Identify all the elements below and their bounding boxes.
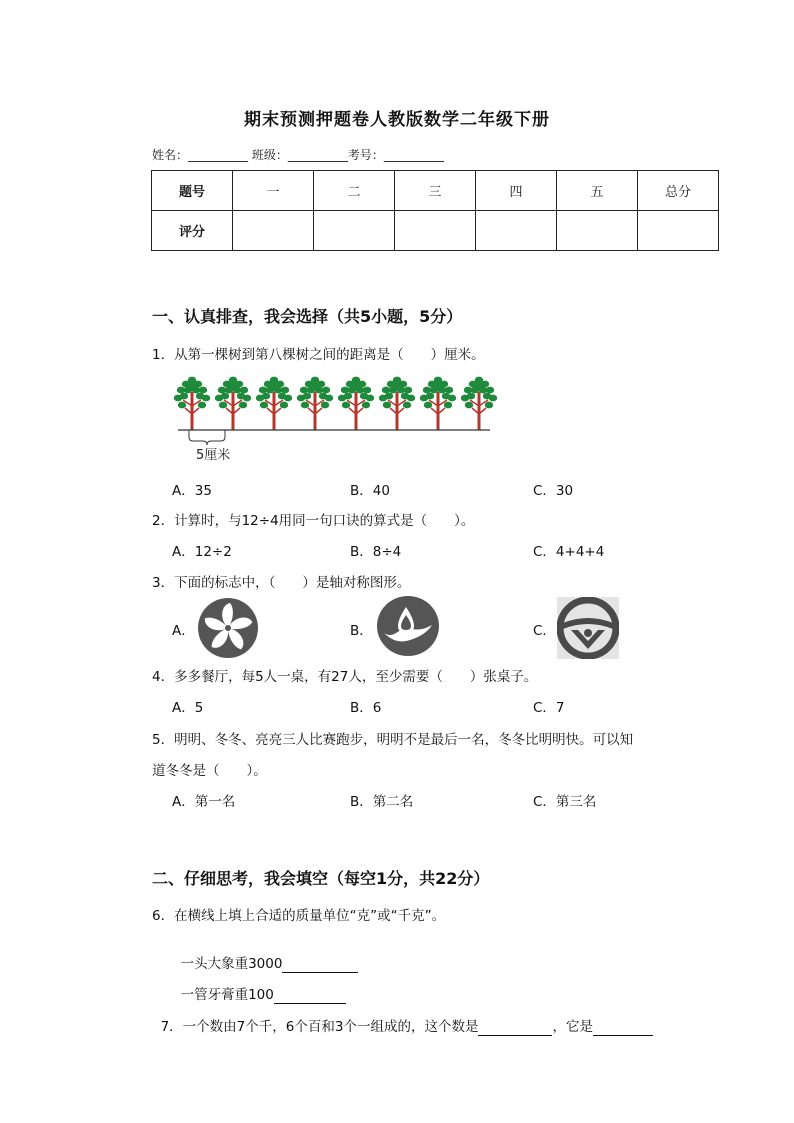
- q6-text: 6．在横线上填上合适的质量单位“克”或“千克”。: [152, 908, 446, 924]
- span-brace: [189, 430, 225, 445]
- q7-blank-1[interactable]: [478, 1019, 552, 1036]
- score-header-cell: 四: [476, 171, 557, 211]
- score-header-cell: 题号: [152, 171, 233, 211]
- score-cell[interactable]: [314, 211, 395, 251]
- tree-icon: [215, 377, 251, 430]
- q6-line2-text: 一管牙膏重100: [180, 987, 274, 1003]
- ring-v-logo-icon: [557, 597, 619, 659]
- q3-option-a[interactable]: A．: [172, 623, 195, 639]
- score-header-cell: 总分: [638, 171, 719, 211]
- tree-icon: [297, 377, 333, 430]
- water-drop-logo-icon: [376, 595, 440, 657]
- q5-text-line1: 5．明明、冬冬、亮亮三人比赛跑步，明明不是最后一名，冬冬比明明快。可以知: [152, 732, 634, 748]
- score-table-row: [152, 211, 719, 251]
- q1-option-a[interactable]: A．35: [172, 483, 212, 499]
- q7-text: [152, 999, 653, 1036]
- q6-line1-text: 一头大象重3000: [180, 956, 283, 972]
- q1-option-c[interactable]: C．30: [533, 483, 574, 499]
- q4-text: 4．多多餐厅，每5人一桌，有27人，至少需要（ ）张桌子。: [152, 669, 538, 685]
- page-title: 期末预测押题卷人教版数学二年级下册: [244, 110, 550, 130]
- score-header-cell: 五: [557, 171, 638, 211]
- student-info-line: 姓名：__________ 班级：__________考号：__________: [152, 148, 444, 162]
- score-header-cell: 二: [314, 171, 395, 211]
- q4-option-c[interactable]: C．7: [533, 700, 565, 716]
- q2-text: 2．计算时，与12÷4用同一句口诀的算式是（ ）。: [152, 513, 475, 529]
- score-row-label: 评分: [152, 211, 233, 251]
- q5-option-b[interactable]: B．第二名: [350, 794, 414, 810]
- score-table-header-row: [152, 171, 719, 211]
- q7-text-mid: ，它是: [552, 1019, 593, 1035]
- q5-option-c[interactable]: C．第三名: [533, 794, 597, 810]
- q4-option-b[interactable]: B．6: [350, 700, 382, 716]
- tree-icon: [379, 377, 415, 430]
- q7-text-start: 7．一个数由7个千，6个百和3个一组成的，这个数是: [160, 1019, 479, 1035]
- section1-heading: 一、认真排查，我会选择（共5小题，5分）: [152, 307, 463, 326]
- q2-option-a[interactable]: A．12÷2: [172, 544, 232, 560]
- q1-option-b[interactable]: B．40: [350, 483, 390, 499]
- tree-icon: [256, 377, 292, 430]
- q7-blank-2[interactable]: [593, 1019, 653, 1036]
- q5-option-a[interactable]: A．第一名: [172, 794, 236, 810]
- q3-option-c[interactable]: C．: [533, 623, 556, 639]
- q3-text: 3．下面的标志中，（ ）是轴对称图形。: [152, 575, 411, 591]
- score-cell[interactable]: [395, 211, 476, 251]
- tree-icon: [338, 377, 374, 430]
- score-header-cell: 一: [233, 171, 314, 211]
- q4-option-a[interactable]: A．5: [172, 700, 204, 716]
- span-label: 5厘米: [196, 448, 231, 463]
- q1-text: 1．从第一棵树到第八棵树之间的距离是（ ）厘米。: [152, 347, 485, 363]
- score-cell[interactable]: [476, 211, 557, 251]
- tree-icon: [461, 377, 497, 430]
- tree-icon: [174, 377, 210, 430]
- trees-figure: [170, 374, 500, 466]
- q2-option-b[interactable]: B．8÷4: [350, 544, 402, 560]
- q2-option-c[interactable]: C．4+4+4: [533, 544, 605, 560]
- q5-text-line2: 道冬冬是（ ）。: [152, 763, 267, 779]
- score-cell[interactable]: [233, 211, 314, 251]
- q3-option-b[interactable]: B．: [350, 623, 373, 639]
- flower-logo-icon: [197, 597, 259, 659]
- section2-heading: 二、仔细思考，我会填空（每空1分，共22分）: [152, 869, 490, 888]
- tree-icon: [420, 377, 456, 430]
- score-cell[interactable]: [557, 211, 638, 251]
- score-table: [151, 170, 719, 251]
- score-cell[interactable]: [638, 211, 719, 251]
- score-header-cell: 三: [395, 171, 476, 211]
